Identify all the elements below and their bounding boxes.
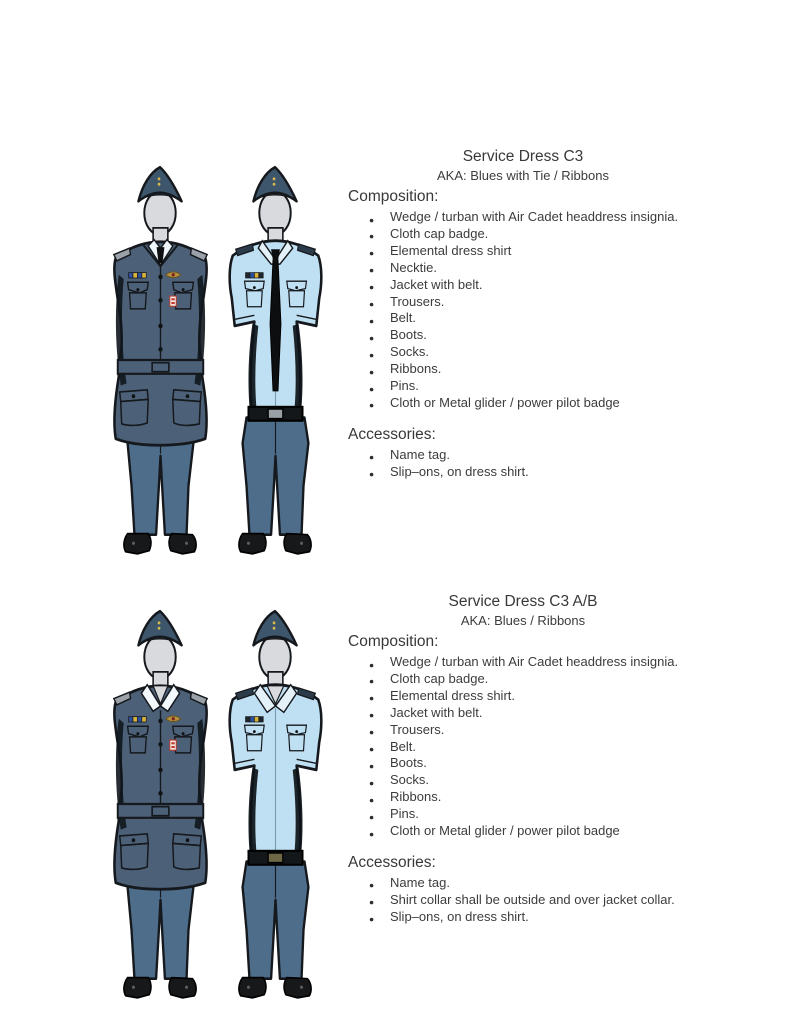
list-item: ● Trousers. — [348, 294, 750, 311]
composition-list — [348, 654, 750, 840]
cadet-jacket-open-collar-figure — [104, 608, 217, 1000]
illustration-service-dress-c3 — [104, 164, 332, 556]
list-item: ● Elemental dress shirt — [348, 243, 750, 260]
accessories-heading: Accessories: — [348, 853, 436, 871]
list-item: ● Wedge / turban with Air Cadet headdress insignia. — [348, 654, 750, 671]
list-item: ● Jacket with belt. — [348, 705, 750, 722]
list-item: ● Belt. — [348, 310, 750, 327]
list-item: ● Shirt collar shall be outside and over jacket collar. — [348, 892, 750, 909]
list-item: ● Slip–ons, on dress shirt. — [348, 909, 750, 926]
section-subtitle-aka: AKA: Blues with Tie / Ribbons — [437, 168, 609, 183]
list-item: ● Socks. — [348, 772, 750, 789]
list-item: ● Socks. — [348, 344, 750, 361]
cadet-jacket-necktie-figure — [104, 164, 217, 556]
section-subtitle-aka: AKA: Blues / Ribbons — [460, 613, 586, 628]
composition-heading: Composition: — [348, 188, 439, 205]
list-item: ● Name tag. — [348, 875, 750, 892]
cadet-jacket-open-collar-illustration-icon — [104, 608, 217, 1000]
cadet-shirt-necktie-illustration-icon — [219, 164, 332, 556]
section-title: Service Dress C3 — [462, 148, 584, 165]
illustration-service-dress-c3-ab — [104, 608, 332, 1000]
cadet-shirt-open-collar-illustration-icon — [219, 608, 332, 1000]
list-item: ● Ribbons. — [348, 789, 750, 806]
list-item: ● Cloth cap badge. — [348, 671, 750, 688]
cadet-shirt-open-collar-figure — [219, 608, 332, 1000]
list-item: ● Boots. — [348, 327, 750, 344]
list-item: ● Pins. — [348, 378, 750, 395]
list-item: ● Name tag. — [348, 447, 750, 464]
accessories-heading: Accessories: — [348, 425, 436, 443]
list-item: ● Pins. — [348, 806, 750, 823]
list-item: ● Jacket with belt. — [348, 277, 750, 294]
list-item: ● Trousers. — [348, 722, 750, 739]
section-service-dress-c3-ab — [348, 592, 750, 926]
list-item: ● Cloth cap badge. — [348, 226, 750, 243]
section-service-dress-c3 — [348, 147, 750, 481]
list-item: ● Wedge / turban with Air Cadet headdress insignia. — [348, 209, 750, 226]
cadet-jacket-necktie-illustration-icon — [104, 164, 217, 556]
list-item: ● Elemental dress shirt. — [348, 688, 750, 705]
accessories-list — [348, 447, 750, 481]
composition-heading: Composition: — [348, 633, 439, 650]
list-item: ● Cloth or Metal glider / power pilot badge — [348, 823, 750, 840]
list-item: ● Cloth or Metal glider / power pilot badge — [348, 395, 750, 412]
list-item: ● Slip–ons, on dress shirt. — [348, 464, 750, 481]
composition-list — [348, 209, 750, 412]
accessories-list — [348, 875, 750, 926]
list-item: ● Belt. — [348, 739, 750, 756]
section-title: Service Dress C3 A/B — [448, 593, 598, 610]
list-item: ● Necktie. — [348, 260, 750, 277]
cadet-shirt-necktie-figure — [219, 164, 332, 556]
list-item: ● Ribbons. — [348, 361, 750, 378]
list-item: ● Boots. — [348, 755, 750, 772]
